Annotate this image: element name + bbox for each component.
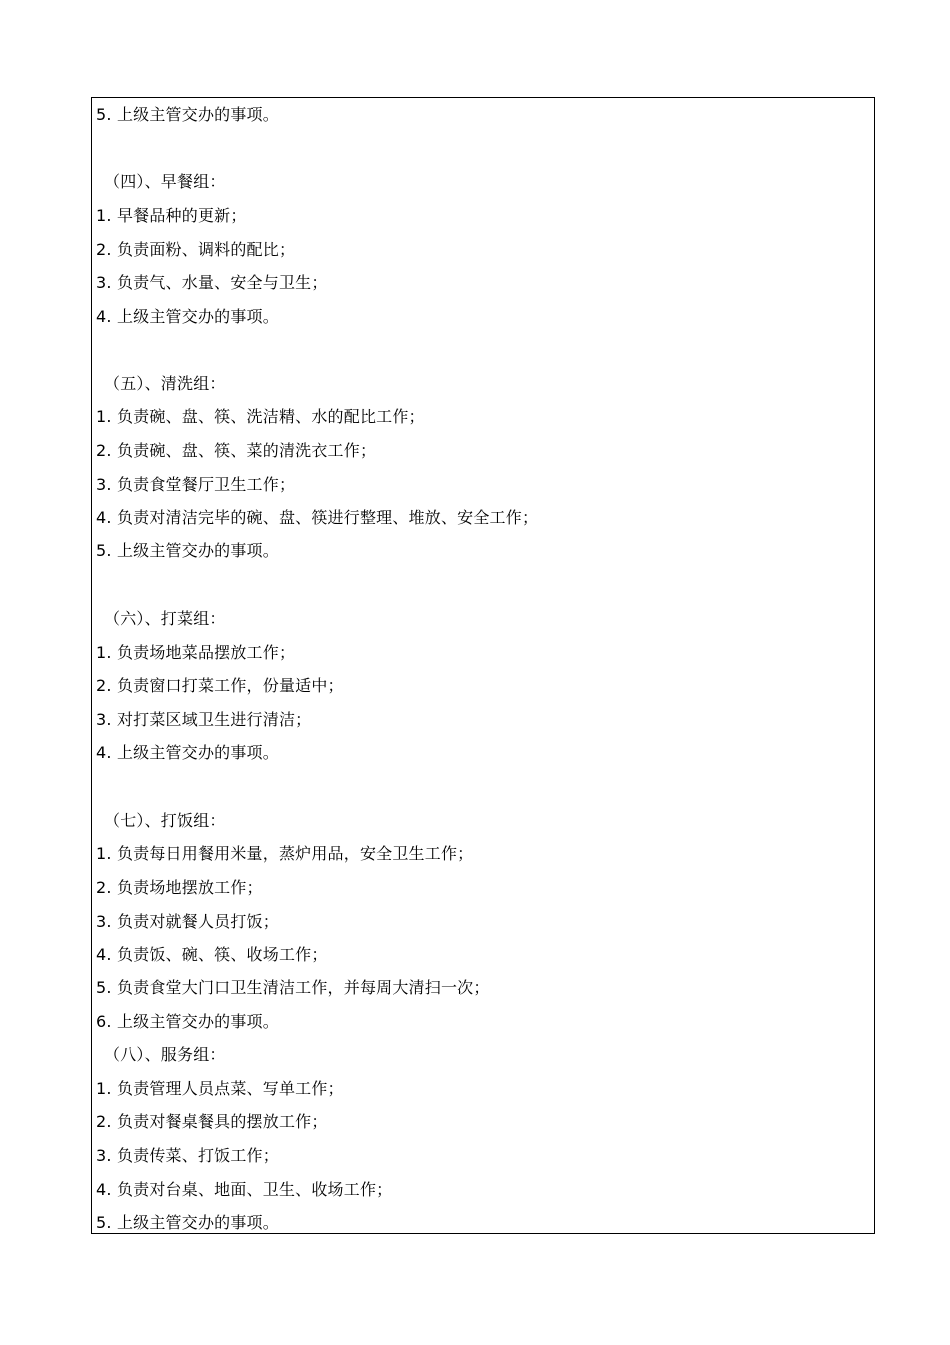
list-item: 2. 负责场地摆放工作； [96, 878, 263, 897]
section-heading-serving-dishes: （六）、打菜组： [104, 609, 226, 628]
section-heading-service: （八）、服务组： [104, 1045, 226, 1064]
list-item: 4. 负责对台桌、地面、卫生、收场工作； [96, 1180, 393, 1199]
list-item: 5. 上级主管交办的事项。 [96, 541, 279, 560]
list-item: 4. 负责饭、碗、筷、收场工作； [96, 945, 328, 964]
list-item: 2. 负责面粉、调料的配比； [96, 240, 296, 259]
list-item: 1. 负责管理人员点菜、写单工作； [96, 1079, 344, 1098]
section-heading-serving-rice: （七）、打饭组： [104, 811, 226, 830]
list-item: 3. 对打菜区域卫生进行清洁； [96, 710, 312, 729]
list-item: 5. 负责食堂大门口卫生清洁工作，并每周大清扫一次； [96, 978, 490, 997]
list-item: 3. 负责传菜、打饭工作； [96, 1146, 279, 1165]
list-item: 2. 负责对餐桌餐具的摆放工作； [96, 1112, 328, 1131]
list-item: 5. 上级主管交办的事项。 [96, 1213, 279, 1232]
section-heading-cleaning: （五）、清洗组： [104, 374, 226, 393]
list-item: 1. 负责碗、盘、筷、洗洁精、水的配比工作； [96, 407, 425, 426]
list-item: 4. 上级主管交办的事项。 [96, 307, 279, 326]
list-item: 2. 负责碗、盘、筷、菜的清洗衣工作； [96, 441, 377, 460]
list-item: 1. 负责每日用餐用米量，蒸炉用品，安全卫生工作； [96, 844, 474, 863]
list-item: 3. 负责对就餐人员打饭； [96, 912, 279, 931]
section-heading-breakfast: （四）、早餐组： [104, 172, 226, 191]
list-item: 3. 负责食堂餐厅卫生工作； [96, 475, 296, 494]
list-item: 4. 上级主管交办的事项。 [96, 743, 279, 762]
list-item: 1. 负责场地菜品摆放工作； [96, 643, 296, 662]
list-item: 5. 上级主管交办的事项。 [96, 105, 279, 124]
list-item: 1. 早餐品种的更新； [96, 206, 247, 225]
list-item: 4. 负责对清洁完毕的碗、盘、筷进行整理、堆放、安全工作； [96, 508, 539, 527]
list-item: 6. 上级主管交办的事项。 [96, 1012, 279, 1031]
list-item: 2. 负责窗口打菜工作，份量适中； [96, 676, 344, 695]
list-item: 3. 负责气、水量、安全与卫生； [96, 273, 328, 292]
